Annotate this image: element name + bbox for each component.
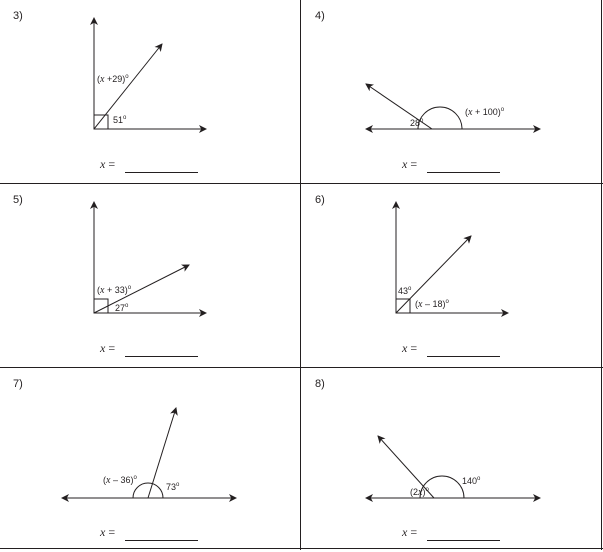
answer-prompt: x =	[402, 157, 418, 171]
angle-label-top: $(x +29)^o$	[97, 74, 129, 85]
answer-line	[100, 341, 300, 361]
answer-line	[402, 157, 602, 177]
angle-label-left: $(2x)^o$	[410, 487, 429, 498]
problem-number: 5)	[13, 194, 23, 206]
angle-label-bottom: 51$^o$	[113, 115, 127, 125]
problem-7	[0, 368, 301, 552]
answer-prompt: x =	[100, 157, 116, 171]
problem-4	[302, 0, 603, 184]
problem-number: 8)	[315, 378, 325, 390]
problem-3	[0, 0, 301, 184]
answer-blank[interactable]	[427, 540, 500, 541]
answer-prompt: x =	[100, 341, 116, 355]
answer-blank[interactable]	[427, 172, 500, 173]
answer-prompt: x =	[402, 341, 418, 355]
angle-arc	[418, 107, 462, 129]
answer-blank[interactable]	[427, 356, 500, 357]
angle-label-right: 140$^o$	[462, 476, 481, 486]
angle-label-right: 73$^o$	[166, 482, 180, 492]
angle-label-bottom: 27$^o$	[115, 303, 129, 313]
right-angle-marker	[94, 299, 108, 313]
answer-line	[402, 525, 602, 545]
problem-8	[302, 368, 603, 552]
angle-arc	[133, 483, 163, 498]
answer-blank[interactable]	[125, 540, 198, 541]
angle-label-left: (x – 36)$^o$	[103, 475, 137, 486]
angle-label-right: $(x + 100)^o$	[465, 107, 505, 118]
angle-label-top: $(x + 33)^o$	[97, 285, 132, 296]
answer-blank[interactable]	[125, 172, 198, 173]
ray-diagonal	[94, 44, 162, 129]
angle-label-left: 28$^o$	[410, 118, 424, 128]
answer-blank[interactable]	[125, 356, 198, 357]
problem-number: 3)	[13, 10, 23, 22]
problem-number: 4)	[315, 10, 325, 22]
angle-label-top: 43$^o$	[398, 286, 412, 296]
answer-line	[100, 157, 300, 177]
problem-6	[302, 184, 603, 368]
problem-number: 6)	[315, 194, 325, 206]
answer-prompt: x =	[402, 525, 418, 539]
problem-5	[0, 184, 301, 368]
problem-number: 7)	[13, 378, 23, 390]
answer-prompt: x =	[100, 525, 116, 539]
answer-line	[100, 525, 300, 545]
answer-line	[402, 341, 602, 361]
angle-label-bottom: (x – 18)$^o$	[415, 299, 449, 310]
